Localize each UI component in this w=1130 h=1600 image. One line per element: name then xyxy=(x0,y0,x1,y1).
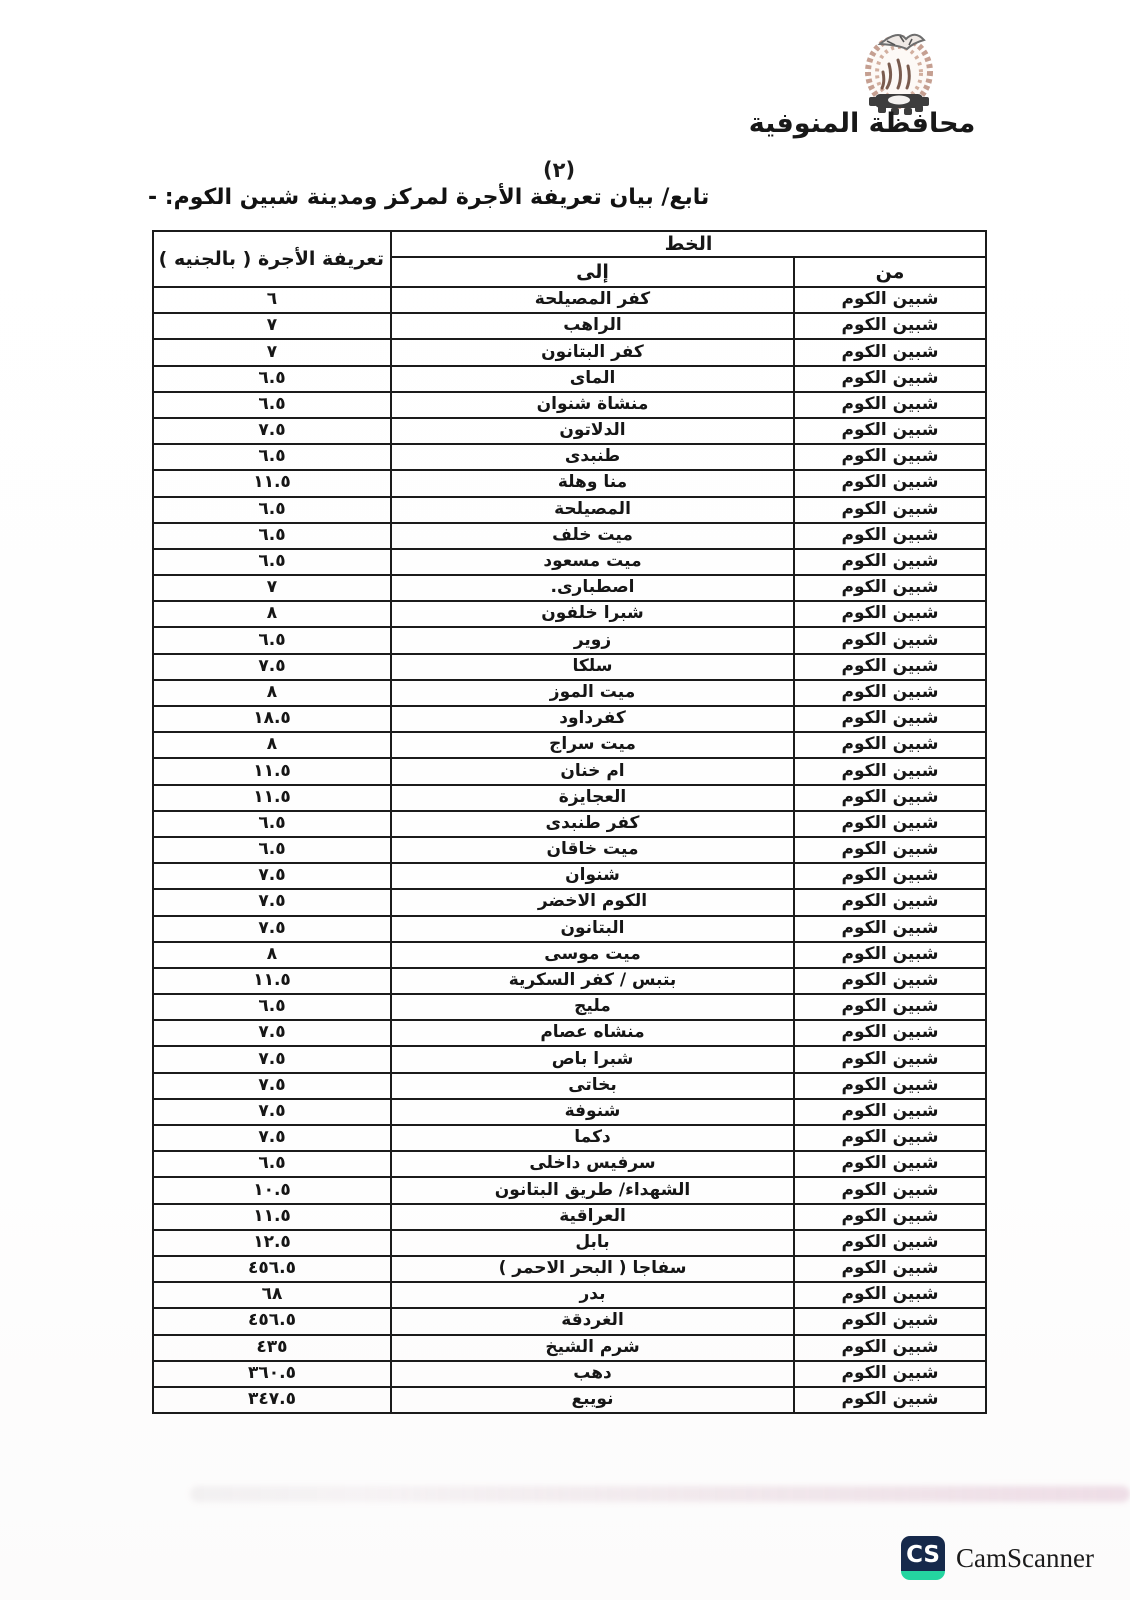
fare-value-cell: ٦٨ xyxy=(153,1282,391,1308)
destination-cell: مليج xyxy=(391,994,794,1020)
camscanner-label: CamScanner xyxy=(956,1542,1094,1573)
fare-value-cell: ٨ xyxy=(153,942,391,968)
fare-value-cell: ٦.٥ xyxy=(153,366,391,392)
to-column-header: إلى xyxy=(391,257,794,287)
from-cell: شبين الكوم xyxy=(794,942,986,968)
destination-cell: ميت الموز xyxy=(391,680,794,706)
fare-value-cell: ٦.٥ xyxy=(153,837,391,863)
from-cell: شبين الكوم xyxy=(794,1125,986,1151)
from-cell: شبين الكوم xyxy=(794,863,986,889)
from-cell: شبين الكوم xyxy=(794,837,986,863)
table-row xyxy=(153,575,986,601)
table-row xyxy=(153,994,986,1020)
from-cell: شبين الكوم xyxy=(794,1073,986,1099)
from-cell: شبين الكوم xyxy=(794,994,986,1020)
from-cell: شبين الكوم xyxy=(794,627,986,653)
destination-cell: اصطبارى. xyxy=(391,575,794,601)
fare-value-cell: ٧.٥ xyxy=(153,889,391,915)
from-cell: شبين الكوم xyxy=(794,575,986,601)
table-row xyxy=(153,1256,986,1282)
fare-value-cell: ٣٤٧.٥ xyxy=(153,1387,391,1413)
camscanner-watermark xyxy=(901,1535,1094,1581)
table-row xyxy=(153,313,986,339)
from-cell: شبين الكوم xyxy=(794,1387,986,1413)
destination-cell: ميت خلف xyxy=(391,523,794,549)
fare-value-cell: ٦.٥ xyxy=(153,392,391,418)
from-cell: شبين الكوم xyxy=(794,1230,986,1256)
destination-cell: منشاة شنوان xyxy=(391,392,794,418)
from-cell: شبين الكوم xyxy=(794,1020,986,1046)
fare-value-cell: ٦.٥ xyxy=(153,627,391,653)
destination-cell: كفر طنبدى xyxy=(391,811,794,837)
table-row xyxy=(153,942,986,968)
table-row xyxy=(153,1073,986,1099)
destination-cell: الكوم الاخضر xyxy=(391,889,794,915)
fare-value-cell: ٤٣٥ xyxy=(153,1335,391,1361)
table-row xyxy=(153,470,986,496)
table-row xyxy=(153,549,986,575)
governorate-emblem-icon xyxy=(840,24,958,120)
table-row xyxy=(153,1335,986,1361)
fare-value-cell: ٦.٥ xyxy=(153,994,391,1020)
table-row xyxy=(153,654,986,680)
table-row xyxy=(153,523,986,549)
fare-value-cell: ٨ xyxy=(153,680,391,706)
destination-cell: دهب xyxy=(391,1361,794,1387)
table-row xyxy=(153,1020,986,1046)
destination-cell: الشهداء/ طريق البتانون xyxy=(391,1177,794,1203)
table-row xyxy=(153,785,986,811)
fare-value-cell: ٦.٥ xyxy=(153,444,391,470)
destination-cell: نويبع xyxy=(391,1387,794,1413)
from-cell: شبين الكوم xyxy=(794,366,986,392)
fare-value-cell: ٦.٥ xyxy=(153,549,391,575)
fare-value-cell: ٧.٥ xyxy=(153,1046,391,1072)
fare-value-cell: ٧.٥ xyxy=(153,1125,391,1151)
from-cell: شبين الكوم xyxy=(794,418,986,444)
from-cell: شبين الكوم xyxy=(794,785,986,811)
fare-value-cell: ١١.٥ xyxy=(153,785,391,811)
fare-value-cell: ٨ xyxy=(153,732,391,758)
destination-cell: العراقية xyxy=(391,1204,794,1230)
fare-value-cell: ٧.٥ xyxy=(153,1073,391,1099)
destination-cell: المصيلحة xyxy=(391,497,794,523)
fare-value-cell: ٦.٥ xyxy=(153,1151,391,1177)
destination-cell: كفر البتانون xyxy=(391,339,794,365)
table-row xyxy=(153,916,986,942)
from-cell: شبين الكوم xyxy=(794,1256,986,1282)
destination-cell: شنوفة xyxy=(391,1099,794,1125)
from-cell: شبين الكوم xyxy=(794,654,986,680)
fare-value-cell: ٧ xyxy=(153,339,391,365)
fare-value-cell: ٧ xyxy=(153,313,391,339)
from-cell: شبين الكوم xyxy=(794,549,986,575)
table-row xyxy=(153,706,986,732)
destination-cell: الدلاتون xyxy=(391,418,794,444)
table-row xyxy=(153,1099,986,1125)
from-cell: شبين الكوم xyxy=(794,811,986,837)
destination-cell: منشاه عصام xyxy=(391,1020,794,1046)
fare-value-cell: ٧.٥ xyxy=(153,1099,391,1125)
destination-cell: سرفيس داخلى xyxy=(391,1151,794,1177)
document-title: تابع/ بيان تعريفة الأجرة لمركز ومدينة شبين الكوم: - xyxy=(148,185,710,210)
from-cell: شبين الكوم xyxy=(794,601,986,627)
from-cell: شبين الكوم xyxy=(794,1282,986,1308)
table-row xyxy=(153,366,986,392)
fare-tariff-table xyxy=(152,230,987,1414)
from-cell: شبين الكوم xyxy=(794,1361,986,1387)
from-cell: شبين الكوم xyxy=(794,287,986,313)
destination-cell: سفاجا ( البحر الاحمر ) xyxy=(391,1256,794,1282)
table-row xyxy=(153,680,986,706)
fare-table-body xyxy=(153,287,986,1413)
from-cell: شبين الكوم xyxy=(794,339,986,365)
destination-cell: بتبس / كفر السكرية xyxy=(391,968,794,994)
fare-value-cell: ١١.٥ xyxy=(153,968,391,994)
fare-value-cell: ١١.٥ xyxy=(153,758,391,784)
fare-value-cell: ١١.٥ xyxy=(153,1204,391,1230)
table-row xyxy=(153,1308,986,1334)
from-cell: شبين الكوم xyxy=(794,392,986,418)
table-row xyxy=(153,837,986,863)
table-row xyxy=(153,1151,986,1177)
table-row xyxy=(153,1361,986,1387)
destination-cell: شرم الشيخ xyxy=(391,1335,794,1361)
from-cell: شبين الكوم xyxy=(794,1308,986,1334)
destination-cell: كفرداود xyxy=(391,706,794,732)
destination-cell: طنبدى xyxy=(391,444,794,470)
from-cell: شبين الكوم xyxy=(794,1151,986,1177)
fare-value-cell: ٧.٥ xyxy=(153,863,391,889)
from-cell: شبين الكوم xyxy=(794,1099,986,1125)
from-cell: شبين الكوم xyxy=(794,732,986,758)
destination-cell: زوير xyxy=(391,627,794,653)
table-row xyxy=(153,758,986,784)
destination-cell: ميت خاقان xyxy=(391,837,794,863)
fare-value-cell: ٣٦٠.٥ xyxy=(153,1361,391,1387)
from-cell: شبين الكوم xyxy=(794,1177,986,1203)
destination-cell: سلكا xyxy=(391,654,794,680)
destination-cell: ميت مسعود xyxy=(391,549,794,575)
table-row xyxy=(153,444,986,470)
fare-value-cell: ٤٥٦.٥ xyxy=(153,1308,391,1334)
page-number: (٢) xyxy=(543,158,576,182)
destination-cell: شنوان xyxy=(391,863,794,889)
from-cell: شبين الكوم xyxy=(794,470,986,496)
destination-cell: العجايزة xyxy=(391,785,794,811)
table-row xyxy=(153,339,986,365)
fare-value-cell: ١١.٥ xyxy=(153,470,391,496)
fare-value-cell: ٧.٥ xyxy=(153,916,391,942)
destination-cell: شبرا باص xyxy=(391,1046,794,1072)
fare-value-cell: ٦.٥ xyxy=(153,811,391,837)
governorate-name: محافظة المنوفية xyxy=(748,108,976,139)
from-cell: شبين الكوم xyxy=(794,968,986,994)
destination-cell: كفر المصيلحة xyxy=(391,287,794,313)
table-row xyxy=(153,392,986,418)
fare-value-cell: ٨ xyxy=(153,601,391,627)
line-column-header: الخط xyxy=(391,231,986,257)
fare-value-cell: ٧.٥ xyxy=(153,1020,391,1046)
from-cell: شبين الكوم xyxy=(794,444,986,470)
destination-cell: شبرا خلفون xyxy=(391,601,794,627)
table-row xyxy=(153,1282,986,1308)
destination-cell: ام خنان xyxy=(391,758,794,784)
table-row xyxy=(153,287,986,313)
from-cell: شبين الكوم xyxy=(794,889,986,915)
fare-value-cell: ١٨.٥ xyxy=(153,706,391,732)
table-row xyxy=(153,1230,986,1256)
fare-value-cell: ٤٥٦.٥ xyxy=(153,1256,391,1282)
from-column-header: من xyxy=(794,257,986,287)
destination-cell: بابل xyxy=(391,1230,794,1256)
destination-cell: الغردقة xyxy=(391,1308,794,1334)
fare-value-cell: ٦ xyxy=(153,287,391,313)
table-row xyxy=(153,732,986,758)
destination-cell: بخاتى xyxy=(391,1073,794,1099)
table-row xyxy=(153,1387,986,1413)
table-row xyxy=(153,863,986,889)
from-cell: شبين الكوم xyxy=(794,680,986,706)
table-row xyxy=(153,1204,986,1230)
fare-value-cell: ١٢.٥ xyxy=(153,1230,391,1256)
camscanner-badge-icon: CS xyxy=(901,1536,945,1580)
destination-cell: الراهب xyxy=(391,313,794,339)
table-row xyxy=(153,418,986,444)
fare-value-cell: ١٠.٥ xyxy=(153,1177,391,1203)
destination-cell: دكما xyxy=(391,1125,794,1151)
table-row xyxy=(153,601,986,627)
from-cell: شبين الكوم xyxy=(794,1204,986,1230)
fare-value-cell: ٦.٥ xyxy=(153,523,391,549)
destination-cell: ميت سراج xyxy=(391,732,794,758)
destination-cell: البتانون xyxy=(391,916,794,942)
table-row xyxy=(153,811,986,837)
from-cell: شبين الكوم xyxy=(794,1046,986,1072)
from-cell: شبين الكوم xyxy=(794,706,986,732)
from-cell: شبين الكوم xyxy=(794,1335,986,1361)
destination-cell: ميت موسى xyxy=(391,942,794,968)
table-row xyxy=(153,889,986,915)
fare-value-cell: ٦.٥ xyxy=(153,497,391,523)
destination-cell: الماى xyxy=(391,366,794,392)
from-cell: شبين الكوم xyxy=(794,916,986,942)
fare-column-header: تعريفة الأجرة ( بالجنيه ) xyxy=(153,231,391,287)
table-row xyxy=(153,1046,986,1072)
table-row xyxy=(153,497,986,523)
from-cell: شبين الكوم xyxy=(794,313,986,339)
table-row xyxy=(153,627,986,653)
table-row xyxy=(153,1125,986,1151)
scan-smudge-artifact xyxy=(190,1486,1130,1502)
fare-value-cell: ٧ xyxy=(153,575,391,601)
table-row xyxy=(153,968,986,994)
fare-value-cell: ٧.٥ xyxy=(153,654,391,680)
table-row xyxy=(153,1177,986,1203)
from-cell: شبين الكوم xyxy=(794,758,986,784)
destination-cell: بدر xyxy=(391,1282,794,1308)
destination-cell: منا وهلة xyxy=(391,470,794,496)
fare-value-cell: ٧.٥ xyxy=(153,418,391,444)
from-cell: شبين الكوم xyxy=(794,497,986,523)
from-cell: شبين الكوم xyxy=(794,523,986,549)
